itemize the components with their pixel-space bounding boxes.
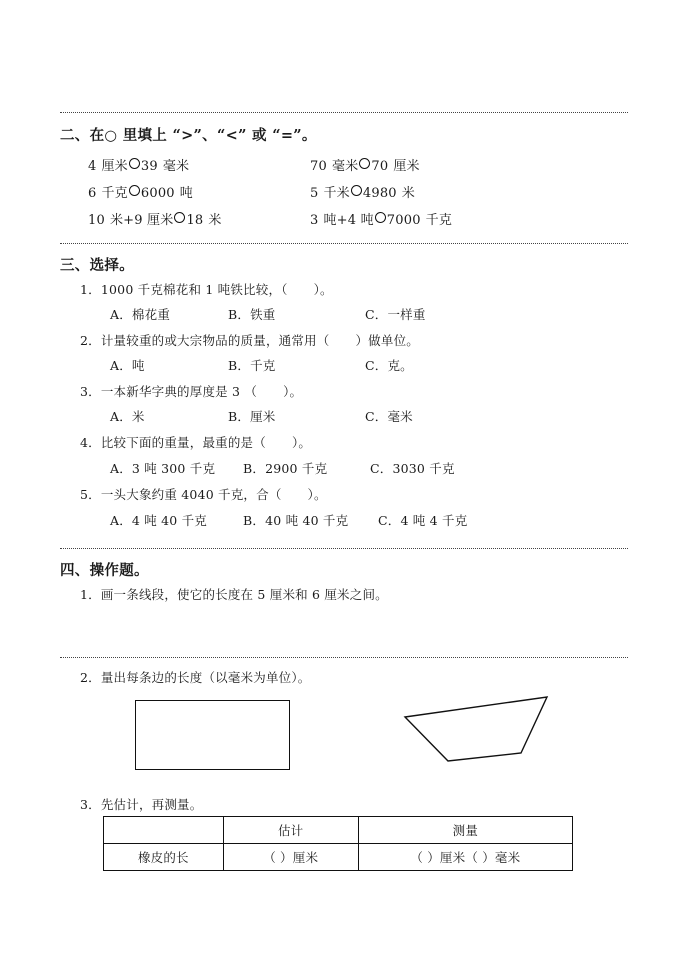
section-four-heading: 四、操作题。 — [60, 562, 149, 579]
compare-value: 70 — [310, 159, 327, 174]
question-4-option-c[interactable]: C．3030 千克 — [370, 461, 455, 476]
compare-unit: 千克 — [101, 186, 128, 201]
compare-unit: 米 — [401, 186, 415, 201]
compare-value: 4980 — [362, 186, 397, 201]
divider-rule-section-three — [60, 243, 628, 244]
question-5-option-b[interactable]: B．40 吨 40 千克 — [243, 513, 349, 528]
compare-item-right-1 — [310, 155, 420, 174]
question-text: 一头大象约重 4040 千克，合（ — [100, 487, 282, 502]
question-text-tail: ）。 — [307, 487, 327, 502]
question-number: 5． — [80, 487, 101, 502]
compare-unit: 毫米 — [162, 159, 190, 174]
compare-value: 6000 — [140, 186, 175, 201]
question-text-tail: ）做单位。 — [355, 333, 419, 348]
compare-unit: 吨+4 吨 — [323, 213, 374, 228]
quadrilateral-outline — [405, 697, 547, 761]
compare-unit: 米 — [208, 213, 222, 228]
compare-unit: 千克 — [425, 213, 453, 228]
compare-value: 4 — [88, 159, 97, 174]
question-text-tail: ）。 — [283, 384, 303, 399]
question-number: 4． — [80, 435, 101, 450]
rectangle-shape — [135, 700, 290, 770]
circle-blank-icon[interactable] — [129, 185, 140, 196]
question-1-option-c[interactable]: C．一样重 — [365, 307, 426, 322]
compare-unit: 千米 — [323, 186, 350, 201]
question-text: 计量较重的或大宗物品的质量，通常用（ — [100, 333, 330, 348]
compare-value: 3 — [310, 213, 319, 228]
question-text-tail: ）。 — [313, 282, 333, 297]
divider-rule-task-two — [60, 657, 628, 658]
question-2-option-c[interactable]: C．克。 — [365, 358, 413, 373]
table-header-blank — [104, 817, 224, 844]
table-header-row — [104, 817, 573, 844]
compare-value: 5 — [310, 186, 319, 201]
question-number: 3． — [80, 384, 101, 399]
circle-blank-icon[interactable] — [375, 212, 386, 223]
question-2-option-b[interactable]: B．千克 — [228, 358, 276, 373]
table-header-estimate: 估计 — [223, 817, 358, 844]
compare-unit: 厘米 — [101, 159, 128, 174]
table-cell-measure[interactable]: （ ）厘米（ ）毫米 — [358, 844, 572, 871]
question-3-stem — [80, 382, 302, 400]
section-four-task-3: 3．先估计，再测量。 — [80, 797, 203, 812]
question-1-option-a[interactable]: A．棉花重 — [110, 307, 171, 322]
question-4-option-a[interactable]: A．3 吨 300 千克 — [110, 461, 216, 476]
compare-item-right-3 — [310, 209, 452, 228]
question-4-stem — [80, 433, 311, 451]
compare-item-left-3 — [88, 209, 222, 228]
compare-value: 6 — [88, 186, 97, 201]
compare-unit: 吨 — [179, 186, 193, 201]
question-text: 比较下面的重量，最重的是（ — [100, 435, 266, 450]
question-1-stem — [80, 280, 333, 298]
question-5-option-c[interactable]: C．4 吨 4 千克 — [378, 513, 468, 528]
question-2-option-a[interactable]: A．吨 — [110, 358, 145, 373]
compare-item-left-2 — [88, 182, 193, 201]
question-number: 1． — [80, 282, 101, 297]
table-header-measure: 测量 — [358, 817, 572, 844]
quadrilateral-shape — [395, 688, 560, 773]
compare-item-left-1 — [88, 155, 189, 174]
compare-unit: 米+9 厘米 — [109, 213, 174, 228]
section-three-heading: 三、选择。 — [60, 257, 134, 274]
question-text: 1000 千克棉花和 1 吨铁比较，（ — [100, 282, 288, 297]
section-four-task-1: 1．画一条线段，使它的长度在 5 厘米和 6 厘米之间。 — [80, 587, 388, 602]
question-text: 一本新华字典的厚度是 3 （ — [100, 384, 258, 399]
compare-value: 10 — [88, 213, 105, 228]
circle-blank-icon[interactable] — [351, 185, 362, 196]
compare-unit: 毫米 — [331, 159, 359, 174]
question-3-option-b[interactable]: B．厘米 — [228, 409, 276, 424]
question-3-option-c[interactable]: C．毫米 — [365, 409, 413, 424]
section-two-heading: 二、在○ 里填上 “>”、“<” 或 “=”。 — [60, 127, 317, 144]
question-5-stem — [80, 485, 327, 503]
table-cell-estimate[interactable]: （ ）厘米 — [223, 844, 358, 871]
compare-item-right-2 — [310, 182, 415, 201]
table-row — [104, 844, 573, 871]
compare-value: 70 — [371, 159, 389, 174]
section-four-task-2: 2．量出每条边的长度（以毫米为单位）。 — [80, 670, 311, 685]
table-cell-label: 橡皮的长 — [104, 844, 224, 871]
circle-blank-icon[interactable] — [129, 158, 140, 169]
estimate-measure-table — [103, 816, 573, 871]
question-number: 2． — [80, 333, 101, 348]
question-1-option-b[interactable]: B．铁重 — [228, 307, 276, 322]
question-text-tail: ）。 — [291, 435, 312, 450]
compare-value: 7000 — [386, 213, 421, 228]
divider-rule-section-four — [60, 548, 628, 549]
question-3-option-a[interactable]: A．米 — [110, 409, 145, 424]
circle-blank-icon[interactable] — [359, 158, 370, 169]
divider-rule-top — [60, 112, 628, 113]
question-2-stem — [80, 331, 419, 349]
circle-blank-icon[interactable] — [174, 212, 185, 223]
question-4-option-b[interactable]: B．2900 千克 — [243, 461, 328, 476]
compare-value: 39 — [140, 159, 158, 174]
compare-unit: 厘米 — [393, 159, 420, 174]
compare-value: 18 — [186, 213, 204, 228]
question-5-option-a[interactable]: A．4 吨 40 千克 — [110, 513, 208, 528]
